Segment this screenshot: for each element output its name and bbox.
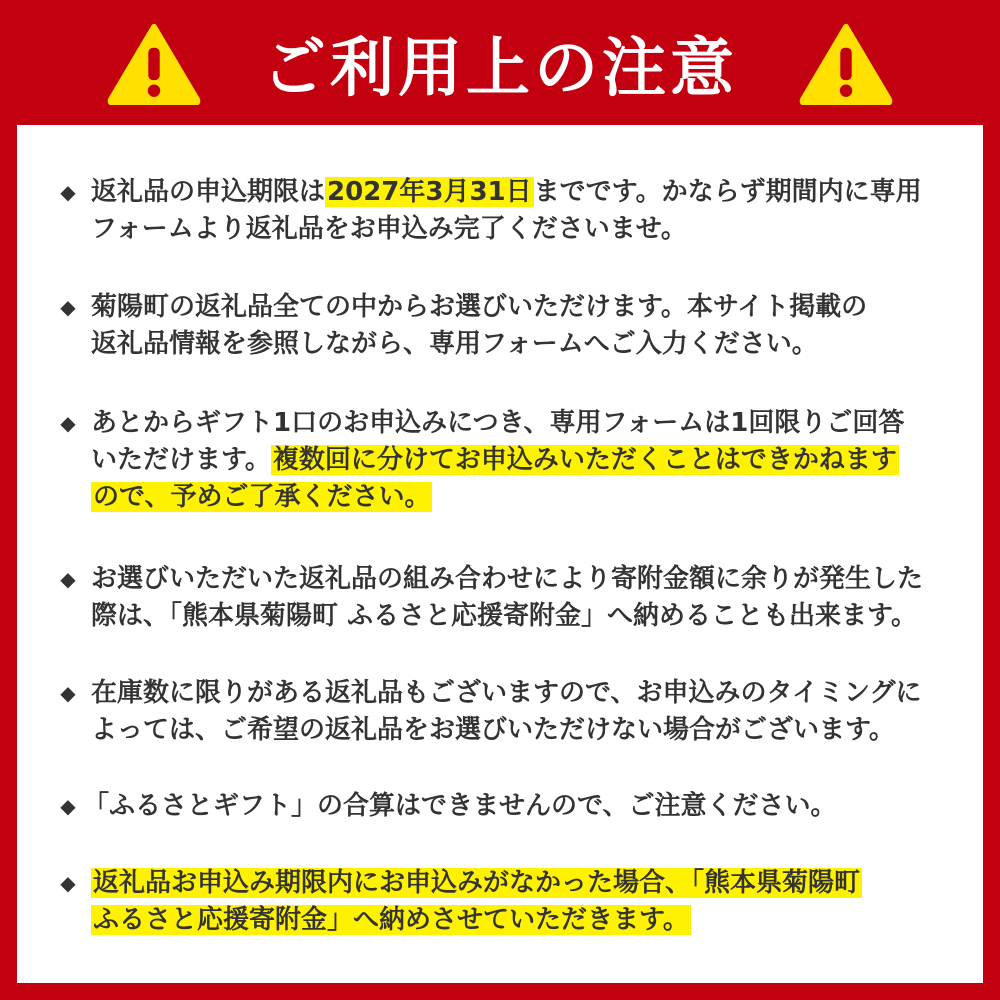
notice-item	[55, 561, 955, 635]
diamond-bullet-icon: ◆	[60, 871, 76, 895]
notice-line: 在庫数に限りがある返礼品もございますので、お申込みのタイミングに	[91, 678, 922, 708]
notice-line	[55, 902, 955, 939]
notice-line: よっては、ご希望の返礼品をお選びいただけない場合がございます。	[91, 715, 895, 745]
page-title: ご利用上の注意	[262, 31, 738, 106]
diamond-bullet-icon: ◆	[60, 295, 76, 319]
warning-triangle-icon	[106, 21, 202, 105]
diamond-bullet-icon: ◆	[60, 180, 76, 204]
notice-line: フォームより返礼品をお申込み完了くださいませ。	[91, 214, 687, 244]
notice-item	[55, 405, 955, 516]
highlighted-deadline: 2027年3月31日	[327, 177, 532, 207]
notice-line: 菊陽町の返礼品全ての中からお選びいただけます。本サイト掲載の	[91, 292, 868, 322]
notice-item	[55, 865, 955, 939]
notice-item	[55, 788, 955, 825]
notice-item	[55, 675, 955, 749]
notice-line: あとからギフト1口のお申込みにつき、専用フォームは1回限りご回答	[91, 408, 905, 438]
diamond-bullet-icon: ◆	[60, 681, 76, 705]
notice-line: お選びいただいた返礼品の組み合わせにより寄附金額に余りが発生した	[91, 564, 924, 594]
notice-line: 返礼品情報を参照しながら、専用フォームへご入力ください。	[91, 329, 818, 359]
diamond-bullet-icon: ◆	[60, 567, 76, 591]
notice-text: 返礼品の申込期限は	[91, 177, 326, 207]
warning-triangle-icon	[798, 21, 894, 105]
notice-line	[55, 442, 955, 479]
notice-item	[55, 174, 955, 248]
notice-line: 際は、「熊本県菊陽町 ふるさと応援寄附金」へ納めることも出来ます。	[91, 601, 917, 631]
notice-item	[55, 289, 955, 363]
notice-panel	[17, 125, 983, 983]
notice-line: 「ふるさとギフト」の合算はできませんので、ご注意ください。	[83, 791, 837, 821]
diamond-bullet-icon: ◆	[60, 794, 76, 818]
notice-line	[55, 479, 955, 516]
notice-text: までです。かならず期間内に専用	[533, 177, 922, 207]
notice-text: いただけます。	[91, 445, 271, 475]
highlighted-text: 複数回に分けてお申込みいただくことはできかねます	[272, 445, 897, 475]
highlighted-text: ふるさと応援寄附金」へ納めさせていただきます。	[93, 905, 689, 935]
notice-line	[55, 174, 955, 211]
notice-line	[55, 865, 955, 902]
diamond-bullet-icon: ◆	[60, 411, 76, 435]
highlighted-text: 返礼品お申込み期限内にお申込みがなかった場合、「熊本県菊陽町	[93, 868, 861, 898]
highlighted-text: ので、予めご了承ください。	[93, 482, 431, 512]
header-banner	[0, 0, 1000, 125]
